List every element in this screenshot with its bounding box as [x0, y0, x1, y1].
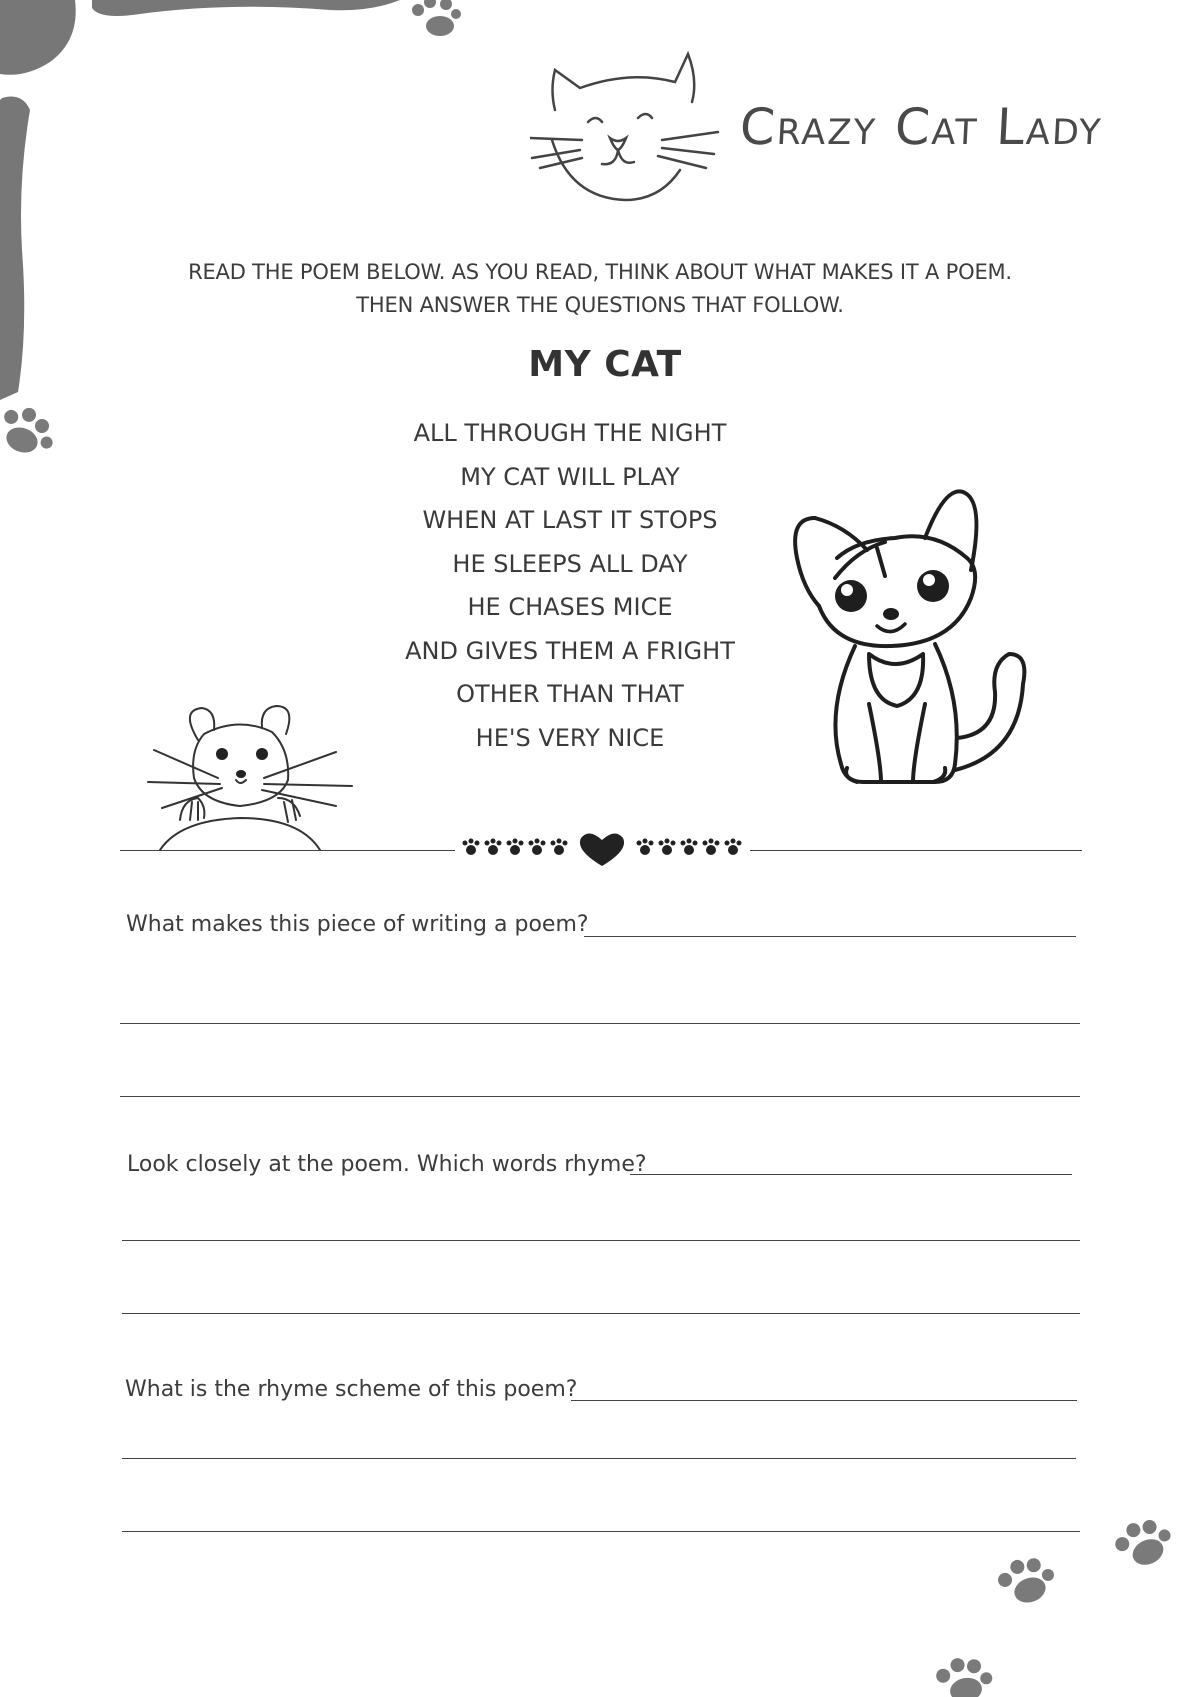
instructions-line-2: THEN ANSWER THE QUESTIONS THAT FOLLOW. — [356, 293, 844, 317]
answer-line[interactable] — [122, 1313, 1080, 1314]
answer-line[interactable] — [120, 1096, 1080, 1097]
mouse-illustration-icon — [140, 690, 360, 850]
poem-title: MY CAT — [528, 344, 682, 385]
paw-print-icon — [993, 1549, 1060, 1610]
answer-line[interactable] — [122, 1531, 1080, 1532]
paw-print-icon — [934, 1653, 996, 1697]
answer-line[interactable] — [630, 1174, 1072, 1175]
answer-line[interactable] — [120, 1023, 1080, 1024]
paw-heart-divider-icon — [455, 830, 750, 870]
brand-title: Crazy Cat Lady — [738, 98, 1105, 156]
paw-print-icon — [412, 0, 461, 36]
poem-line: HE SLEEPS ALL DAY — [452, 549, 688, 578]
poem-line: MY CAT WILL PLAY — [460, 462, 680, 491]
cat-illustration-icon — [785, 478, 1055, 808]
instructions-line-1: READ THE POEM BELOW. AS YOU READ, THINK ABOUT WHAT MAKES IT A POEM. — [188, 260, 1012, 284]
answer-line[interactable] — [122, 1240, 1080, 1241]
answer-line[interactable] — [584, 936, 1076, 937]
poem-line: AND GIVES THEM A FRIGHT — [405, 636, 735, 665]
poem-line: WHEN AT LAST IT STOPS — [422, 506, 718, 534]
answer-line[interactable] — [122, 1458, 1076, 1459]
paw-print-icon — [0, 400, 61, 461]
question-1: What makes this piece of writing a poem? — [126, 912, 589, 937]
question-3: What is the rhyme scheme of this poem? — [125, 1377, 578, 1402]
poem-line: OTHER THAN THAT — [456, 680, 684, 708]
poem-line: HE'S VERY NICE — [475, 723, 665, 752]
instructions — [150, 256, 1050, 322]
answer-line[interactable] — [571, 1400, 1077, 1401]
paw-print-icon — [1110, 1510, 1179, 1574]
poem-line: HE CHASES MICE — [467, 593, 673, 621]
poem-body — [380, 412, 760, 760]
cat-face-logo-icon — [530, 50, 725, 210]
poem-line: ALL THROUGH THE NIGHT — [413, 419, 727, 447]
question-2: Look closely at the poem. Which words rhyme? — [127, 1152, 647, 1177]
